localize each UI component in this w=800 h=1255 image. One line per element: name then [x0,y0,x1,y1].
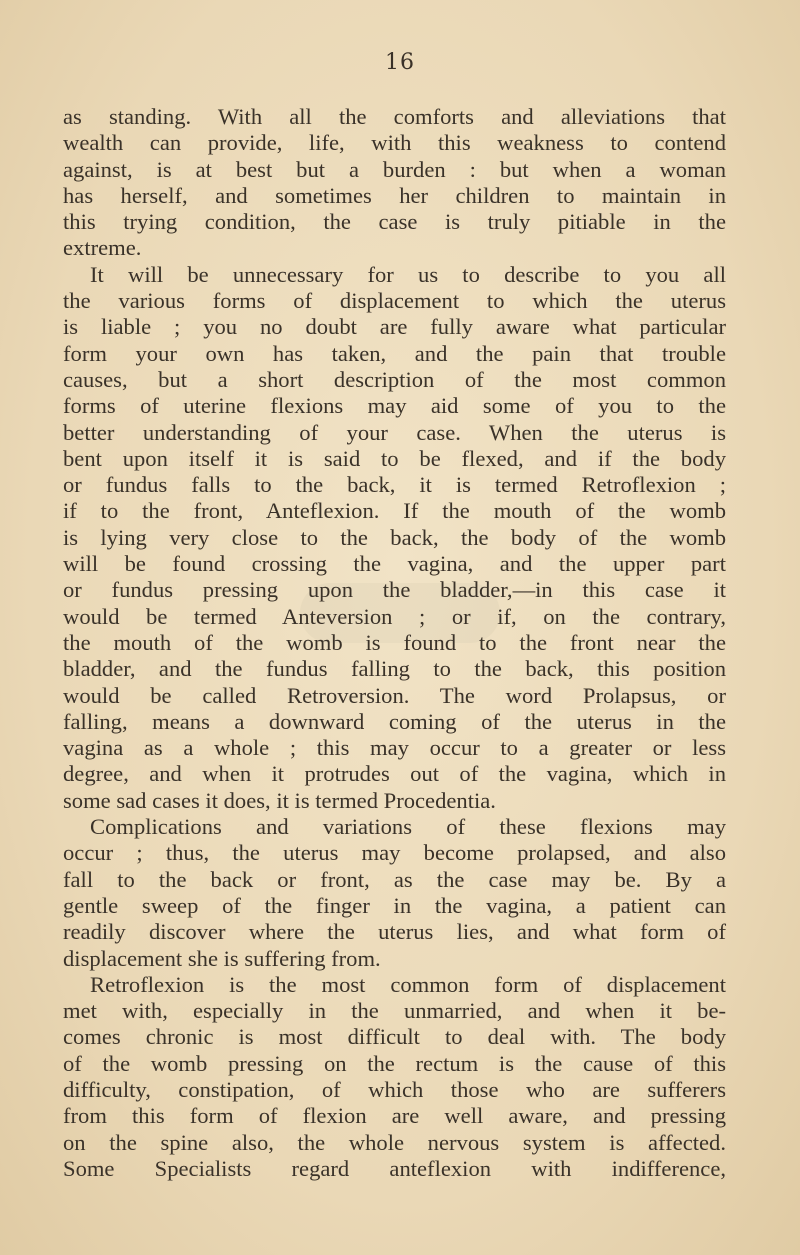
text-line: vagina as a whole ; this may occur to a greater or less [63,735,726,761]
text-line: falling, means a downward coming of the uterus in the [63,708,726,734]
text-line: is lying very close to the back, the body of the womb [63,524,726,550]
text-line: against, is at best but a burden : but when a woman [63,156,726,182]
text-line: some sad cases it does, it is termed Procedentia. [63,787,496,813]
text-line: displacement she is suffering from. [63,945,381,971]
text-line: this trying condition, the case is truly pitiable in the [63,209,726,235]
text-line: from this form of flexion are well aware, and pressing [63,1103,726,1129]
text-line: comes chronic is most difficult to deal with. The body [63,1024,726,1050]
page-number: 16 [385,50,415,75]
text-line: wealth can provide, life, with this weakness to contend [63,130,726,156]
text-line: better understanding of your case. When the uterus is [63,419,726,445]
text-line: form your own has taken, and the pain that trouble [63,340,726,366]
text-line: fall to the back or front, as the case may be. By a [63,866,726,892]
text-line: met with, especially in the unmarried, and when it be- [63,998,726,1024]
text-line: will be found crossing the vagina, and the upper part [63,551,726,577]
text-line: Retroflexion is the most common form of displacement [90,971,726,997]
text-line: would be called Retroversion. The word Prolapsus, or [63,682,726,708]
text-line: bladder, and the fundus falling to the back, this position [63,656,726,682]
text-line: forms of uterine flexions may aid some of you to the [63,393,726,419]
text-line: of the womb pressing on the rectum is the cause of this [63,1050,726,1076]
text-line: or fundus pressing upon the bladder,—in this case it [63,577,726,603]
text-line: gentle sweep of the finger in the vagina, a patient can [63,892,726,918]
text-line: has herself, and sometimes her children to maintain in [63,182,726,208]
text-line: or fundus falls to the back, it is termed Retroflexion ; [63,472,726,498]
text-line: would be termed Anteversion ; or if, on the contrary, [63,603,726,629]
text-line: occur ; thus, the uterus may become prolapsed, and also [63,840,726,866]
text-line: readily discover where the uterus lies, and what form of [63,919,726,945]
text-line: the various forms of displacement to which the uterus [63,288,726,314]
text-line: Complications and variations of these flexions may [90,814,726,840]
text-line: the mouth of the womb is found to the front near the [63,629,726,655]
text-line: if to the front, Anteflexion. If the mouth of the womb [63,498,726,524]
text-line: extreme. [63,235,142,261]
text-line: on the spine also, the whole nervous system is affected. [63,1129,726,1155]
text-line: bent upon itself it is said to be flexed, and if the body [63,445,726,471]
text-line: degree, and when it protrudes out of the vagina, which in [63,761,726,787]
text-line: as standing. With all the comforts and alleviations that [63,104,726,129]
text-line: It will be unnecessary for us to describe to you all [90,261,726,287]
text-line: is liable ; you no doubt are fully aware what particular [63,314,726,340]
body-text [63,104,726,1182]
text-line: Some Specialists regard anteflexion with indifference, [63,1155,726,1181]
text-line: difficulty, constipation, of which those who are sufferers [63,1076,726,1102]
text-line: causes, but a short description of the most common [63,366,726,392]
